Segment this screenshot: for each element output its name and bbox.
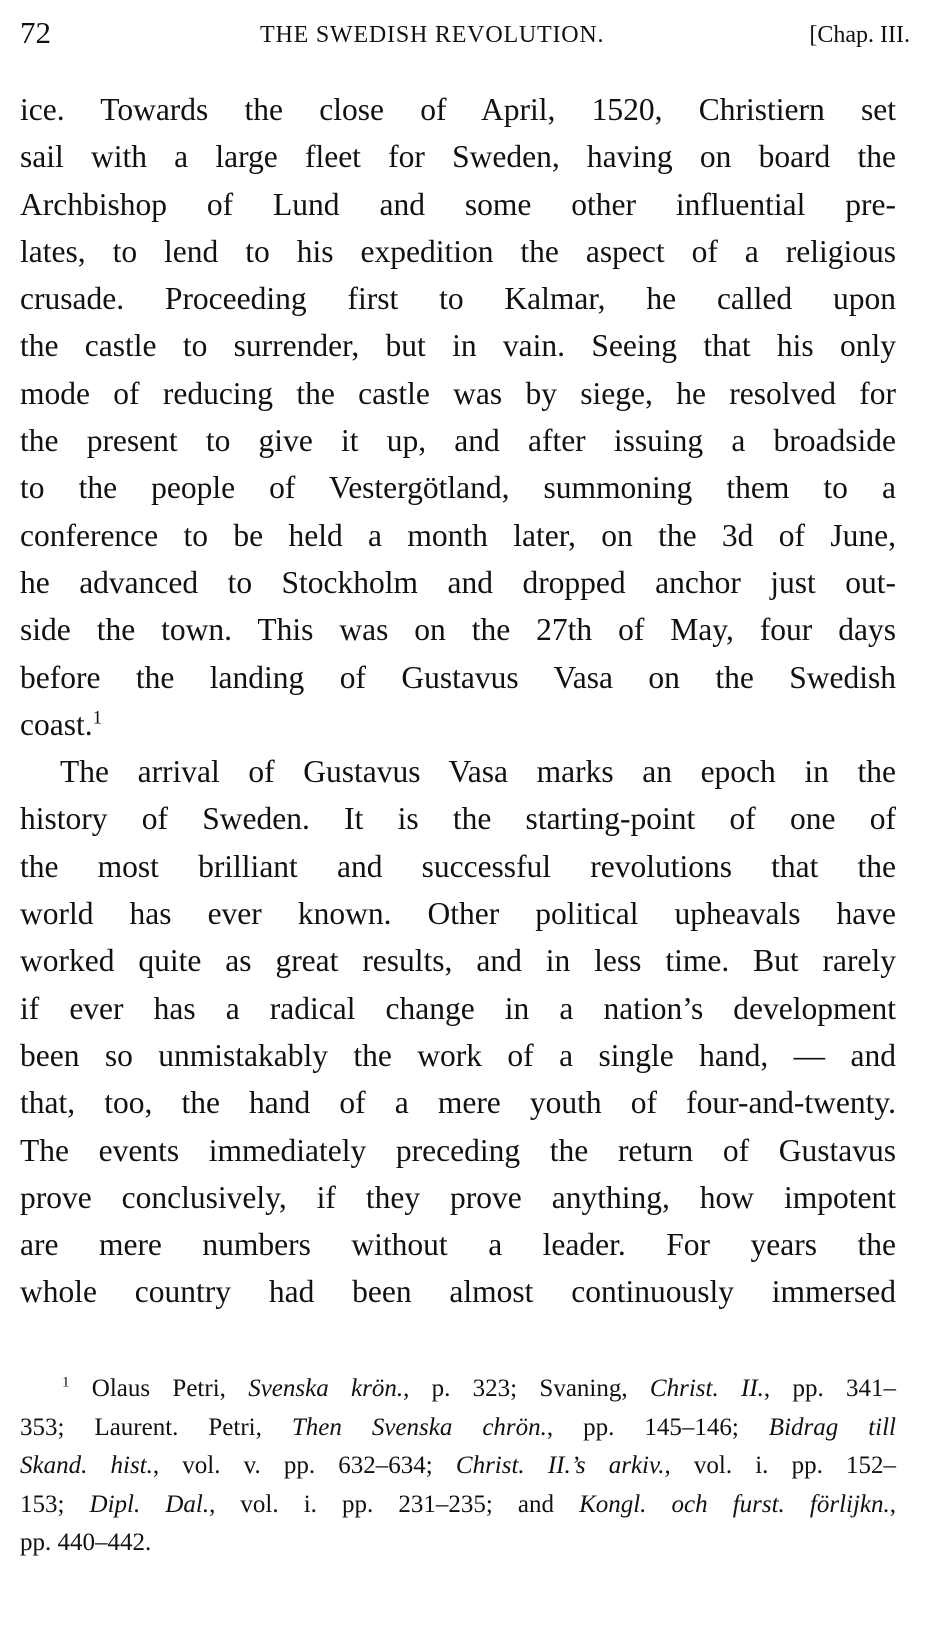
footnote-text: 153; xyxy=(20,1490,90,1518)
text-line: whole country had been almost continuously immersed xyxy=(20,1274,896,1310)
text-line: are mere numbers without a leader. For years the xyxy=(20,1227,896,1263)
footnote-text: , vol. i. pp. 231–235; and xyxy=(209,1490,580,1518)
text-line: to the people of Vestergötland, summoning them to a xyxy=(20,470,896,506)
page-number: 72 xyxy=(20,15,51,50)
text-line xyxy=(20,701,896,748)
footnote-title: Skand. hist. xyxy=(20,1452,153,1479)
footnote-text: 353; Laurent. Petri, xyxy=(20,1413,292,1441)
text-line: prove conclusively, if they prove anything, how impotent xyxy=(20,1179,896,1215)
text-fragment: coast. xyxy=(20,706,93,742)
footnote-title: Bidrag till xyxy=(768,1413,897,1441)
footnote-text: , vol. i. pp. 152– xyxy=(664,1452,896,1479)
paragraph-1 xyxy=(20,86,896,748)
text-line: he advanced to Stockholm and dropped anchor just out- xyxy=(20,564,896,600)
text-line: world has ever known. Other political upheavals have xyxy=(20,896,896,932)
text-line: Archbishop of Lund and some other influential pre- xyxy=(20,186,896,222)
footnote-line xyxy=(20,1486,896,1525)
text-line: conference to be held a month later, on the 3d of June, xyxy=(20,517,896,553)
footnote-title: Dipl. Dal. xyxy=(89,1490,210,1518)
text-line: The events immediately preceding the return of Gustavus xyxy=(20,1132,896,1168)
footnote-line xyxy=(20,1370,896,1409)
text-line: that, too, the hand of a mere youth of four-and-twenty. xyxy=(20,1085,896,1121)
footnote-line xyxy=(20,1409,896,1448)
running-title: THE SWEDISH REVOLUTION. xyxy=(260,22,605,48)
text-line: The arrival of Gustavus Vasa marks an epoch in the xyxy=(60,754,896,790)
footnote-text: , xyxy=(889,1490,897,1518)
footnote-title: Christ. II. xyxy=(649,1375,764,1402)
text-line: lates, to lend to his expedition the aspect of a religious xyxy=(20,233,896,269)
text-line: crusade. Proceeding first to Kalmar, he called upon xyxy=(20,281,896,317)
footnote-reference[interactable]: 1 xyxy=(92,707,103,729)
footnote-marker: 1 xyxy=(62,1374,70,1391)
footnote-title: Kongl. och furst. förlijkn. xyxy=(579,1490,890,1518)
text-line: the present to give it up, and after issuing a broadside xyxy=(20,423,896,459)
text-line: before the landing of Gustavus Vasa on the Swedish xyxy=(20,659,896,695)
text-line: worked quite as great results, and in less time. But rarely xyxy=(20,943,896,979)
text-line: sail with a large fleet for Sweden, having on board the xyxy=(20,139,896,175)
footnote-title: Svenska krön. xyxy=(248,1375,404,1402)
text-line: side the town. This was on the 27th of May, four days xyxy=(20,612,896,648)
text-line: been so unmistakably the work of a single hand, — and xyxy=(20,1037,896,1073)
text-line: the castle to surrender, but in vain. Seeing that his only xyxy=(20,328,896,364)
text-line: the most brilliant and successful revolutions that the xyxy=(20,848,896,884)
text-line: ice. Towards the close of April, 1520, Christiern set xyxy=(20,92,896,127)
footnote-text: , p. 323; Svaning, xyxy=(403,1375,650,1402)
footnote-text: Olaus Petri, xyxy=(91,1375,249,1402)
footnote xyxy=(20,1370,896,1563)
text-line: mode of reducing the castle was by siege, he resolved for xyxy=(20,375,896,411)
footnote-text: , pp. 341– xyxy=(763,1375,896,1402)
running-header xyxy=(20,16,910,56)
chapter-label: [Chap. III. xyxy=(809,22,910,48)
paragraph-2 xyxy=(20,748,896,1316)
footnote-line: pp. 440–442. xyxy=(20,1529,152,1556)
body-text xyxy=(20,86,896,1316)
text-line: history of Sweden. It is the starting-point of one of xyxy=(20,801,896,837)
footnote-text: , pp. 145–146; xyxy=(546,1413,769,1441)
footnote-text: , vol. v. pp. 632–634; xyxy=(152,1452,456,1479)
footnote-line xyxy=(20,1447,896,1486)
text-line: if ever has a radical change in a nation’s development xyxy=(20,990,896,1026)
footnote-title: Then Svenska chrön. xyxy=(291,1413,547,1441)
footnote-title: Christ. II.’s arkiv. xyxy=(455,1452,665,1479)
